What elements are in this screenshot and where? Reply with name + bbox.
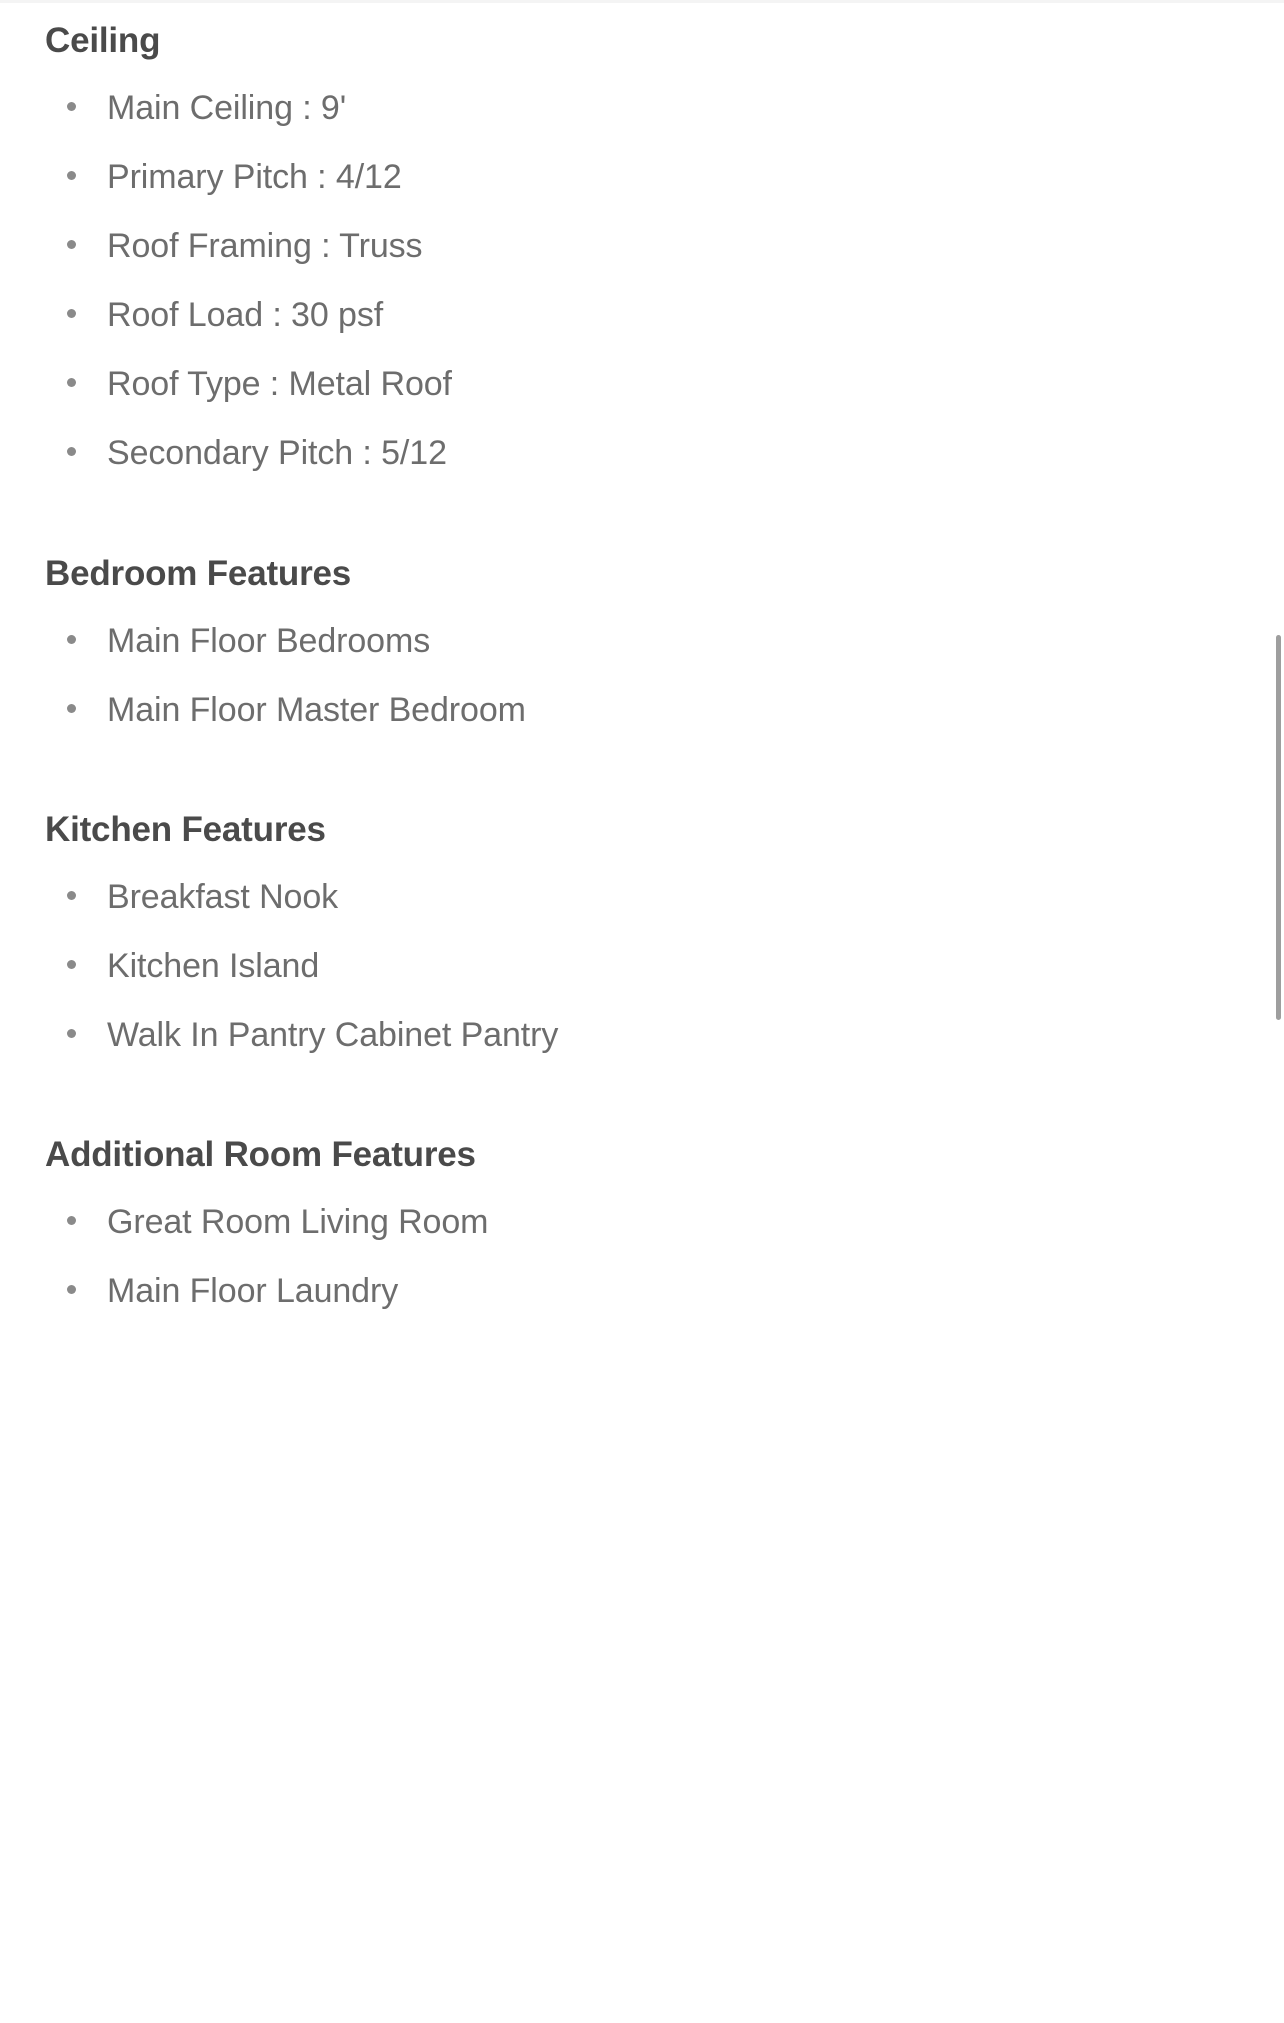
section-heading: Additional Room Features [45, 1135, 476, 1175]
feature-section [45, 809, 1224, 1070]
section-heading: Ceiling [45, 21, 161, 60]
feature-list [45, 607, 1224, 745]
list-item: Kitchen Island [45, 932, 1224, 1001]
list-item: Roof Load : 30 psf [45, 281, 1224, 350]
list-item: Great Room Living Room [45, 1188, 1224, 1257]
feature-section [45, 553, 1224, 745]
top-divider [0, 0, 1284, 3]
feature-list [45, 863, 1224, 1070]
list-item: Roof Framing : Truss [45, 212, 1224, 281]
list-item: Primary Pitch : 4/12 [45, 143, 1224, 212]
list-item: Main Ceiling : 9' [45, 74, 1224, 143]
vertical-scrollbar-thumb[interactable] [1276, 635, 1281, 1020]
feature-list [45, 74, 1224, 489]
list-item: Walk In Pantry Cabinet Pantry [45, 1001, 1224, 1070]
list-item: Breakfast Nook [45, 863, 1224, 932]
feature-list [45, 1188, 1224, 1326]
list-item: Main Floor Master Bedroom [45, 676, 1224, 745]
section-heading: Kitchen Features [45, 809, 326, 849]
vertical-scrollbar-track[interactable] [1274, 0, 1284, 2023]
list-item: Main Floor Laundry [45, 1257, 1224, 1326]
section-heading: Bedroom Features [45, 553, 352, 593]
list-item: Main Floor Bedrooms [45, 607, 1224, 676]
feature-section [45, 1134, 1224, 1326]
list-item: Secondary Pitch : 5/12 [45, 419, 1224, 488]
feature-sections [45, 20, 1224, 1326]
list-item: Roof Type : Metal Roof [45, 350, 1224, 419]
feature-section [45, 20, 1224, 489]
